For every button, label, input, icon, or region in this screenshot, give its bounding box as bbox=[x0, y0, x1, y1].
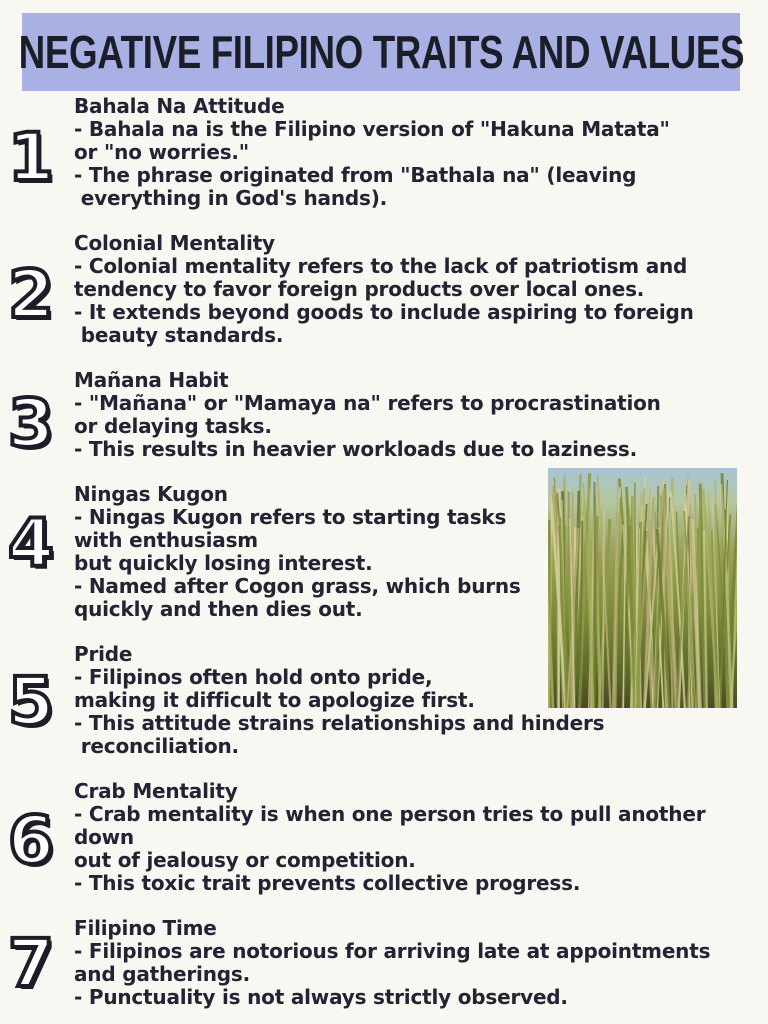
trait-line: down bbox=[74, 825, 134, 849]
trait-line: everything in God's hands). bbox=[74, 186, 388, 210]
trait-line: or "no worries." bbox=[74, 140, 250, 164]
trait-number: 5 bbox=[8, 663, 54, 740]
trait-line: or delaying tasks. bbox=[74, 414, 272, 438]
trait-heading: Filipino Time bbox=[74, 916, 217, 940]
trait-number: 6 bbox=[8, 802, 54, 879]
trait-line: - The phrase originated from "Bathala na" (leaving bbox=[74, 163, 637, 187]
trait-line: - Crab mentality is when one person tries to pull another bbox=[74, 802, 706, 826]
trait-line: and gatherings. bbox=[74, 962, 250, 986]
trait-line: but quickly losing interest. bbox=[74, 551, 373, 575]
trait-text bbox=[74, 483, 521, 621]
title-banner bbox=[18, 13, 744, 91]
trait-line: - "Mañana" or "Mamaya na" refers to procrastination bbox=[74, 391, 661, 415]
trait-line: - Punctuality is not always strictly observed. bbox=[74, 985, 568, 1009]
trait-line: - This toxic trait prevents collective progress. bbox=[74, 871, 581, 895]
trait-text bbox=[74, 369, 661, 461]
trait-line: beauty standards. bbox=[74, 323, 284, 347]
trait-line: - This attitude strains relationships and hinders bbox=[74, 711, 605, 735]
trait-number: 2 bbox=[8, 256, 54, 333]
trait-line: - Colonial mentality refers to the lack of patriotism and bbox=[74, 254, 688, 278]
trait-number: 7 bbox=[8, 925, 54, 1002]
trait-number: 4 bbox=[8, 505, 54, 582]
trait-text bbox=[74, 780, 705, 895]
trait-line: making it difficult to apologize first. bbox=[74, 688, 475, 712]
trait-text bbox=[74, 95, 670, 210]
trait-heading: Bahala Na Attitude bbox=[74, 94, 285, 118]
trait-line: quickly and then dies out. bbox=[74, 597, 363, 621]
trait-heading: Ningas Kugon bbox=[74, 482, 228, 506]
trait-number: 1 bbox=[8, 119, 54, 196]
grass-blade bbox=[603, 510, 604, 708]
trait-line: - Bahala na is the Filipino version of "Hakuna Matata" bbox=[74, 117, 670, 141]
trait-line: - Filipinos often hold onto pride, bbox=[74, 665, 433, 689]
trait-line: with enthusiasm bbox=[74, 528, 258, 552]
trait-line: - Named after Cogon grass, which burns bbox=[74, 574, 521, 598]
trait-text bbox=[74, 232, 694, 347]
trait-line: - Filipinos are notorious for arriving late at appointments bbox=[74, 939, 711, 963]
trait-heading: Mañana Habit bbox=[74, 368, 229, 392]
trait-line: tendency to favor foreign products over local ones. bbox=[74, 277, 645, 301]
grass-blade bbox=[595, 482, 596, 708]
trait-line: reconciliation. bbox=[74, 734, 239, 758]
trait-number: 3 bbox=[8, 385, 54, 462]
trait-line: - This results in heavier workloads due to laziness. bbox=[74, 437, 638, 461]
trait-heading: Crab Mentality bbox=[74, 779, 238, 803]
trait-heading: Pride bbox=[74, 642, 133, 666]
trait-line: out of jealousy or competition. bbox=[74, 848, 416, 872]
trait-text bbox=[74, 643, 604, 758]
trait-line: - It extends beyond goods to include aspiring to foreign bbox=[74, 300, 694, 324]
trait-heading: Colonial Mentality bbox=[74, 231, 275, 255]
trait-line: - Ningas Kugon refers to starting tasks bbox=[74, 505, 507, 529]
trait-text bbox=[74, 917, 710, 1009]
grass-illustration bbox=[548, 468, 737, 708]
page-title: NEGATIVE FILIPINO TRAITS AND VALUES bbox=[18, 26, 744, 78]
cogon-grass-photo bbox=[548, 468, 737, 708]
